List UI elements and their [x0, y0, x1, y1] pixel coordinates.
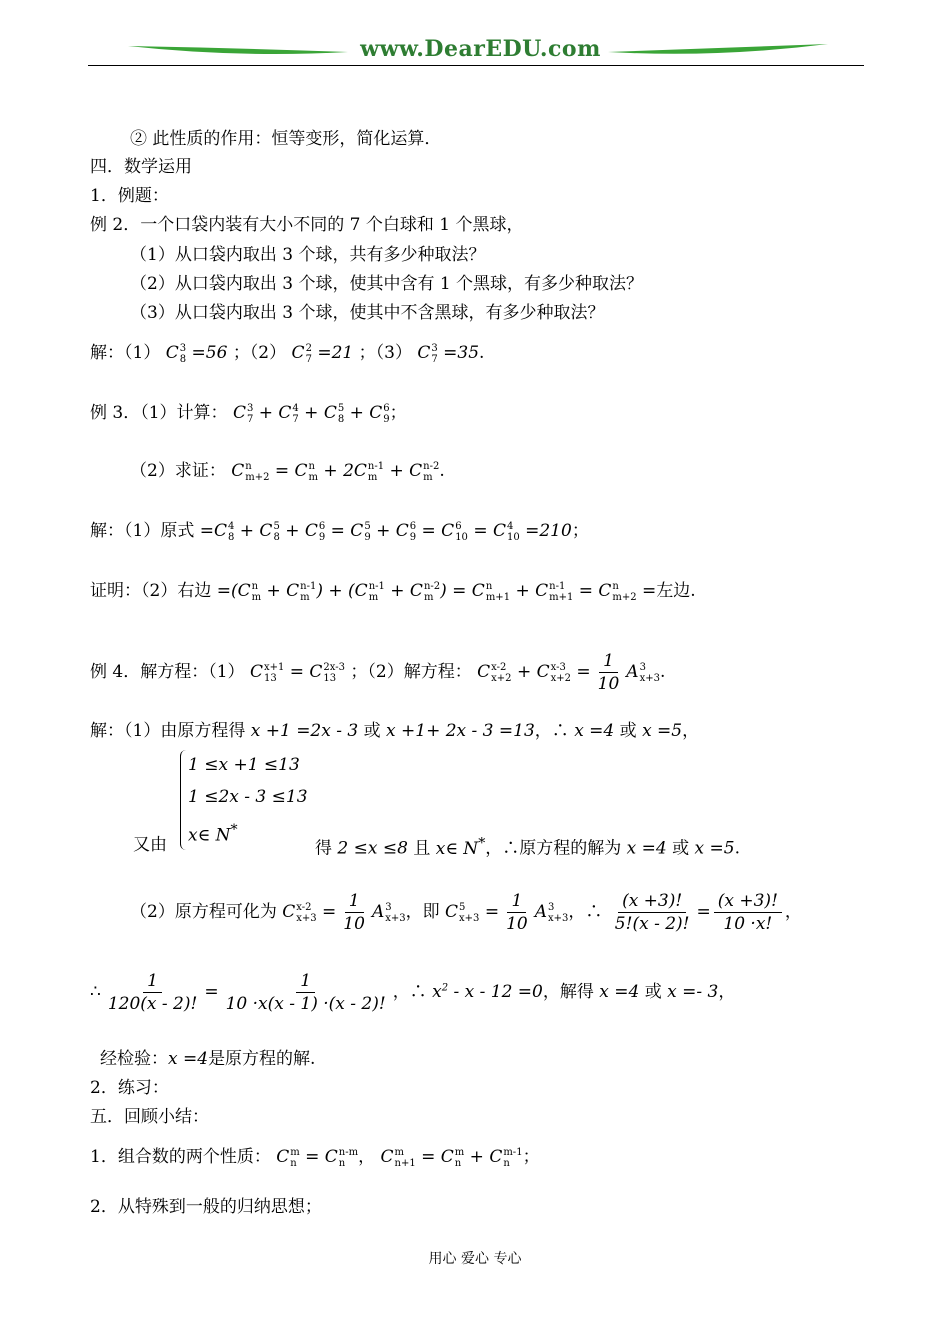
summary-line: 2．从特殊到一般的归纳思想； [90, 1197, 322, 1217]
text-line: ② 此性质的作用：恒等变形，简化运算． [130, 129, 442, 149]
inequality: 1 ≤2x - 3 ≤13 [188, 787, 308, 807]
text-span: 1．组合数的两个性质： [90, 1147, 271, 1167]
formula: x =- 3 [667, 982, 719, 1002]
text-span: ；（2） [232, 343, 287, 363]
solution-line: 解：（1）由原方程得 x +1 =2x - 3 或 x +1+ 2x - 3 =13，∴ x =4 或 x =5， [90, 721, 700, 741]
formula: x =5 [642, 721, 683, 741]
summary-line: 1．组合数的两个性质： C m n = C n-m n ， C m n+1 = C m n + C m-1 n ； [90, 1146, 540, 1169]
left-leaf-decoration [128, 40, 348, 58]
text-span: ，即 [405, 902, 440, 922]
check-line: 经检验：x =4是原方程的解. [100, 1049, 316, 1069]
text-span: 解：（1）由原方程得 [90, 721, 246, 741]
section-heading: 四．数学运用 [90, 157, 192, 177]
text-line: （2）从口袋内取出 3 个球，使其中含有 1 个黑球，有多少种取法？ [130, 274, 644, 294]
text-span: ；（3） [358, 343, 412, 363]
header-rule [88, 65, 864, 66]
text-span: 或 [363, 721, 381, 741]
text-span: 例 3．（1）计算： [90, 403, 228, 423]
text-span: 解：（1） [90, 343, 161, 363]
text-span: ，解得 [542, 982, 594, 1002]
text-span: 例 4．解方程：（1） [90, 662, 245, 682]
text-span: ，∴ [534, 721, 569, 741]
subsection-heading: 2．练习： [90, 1078, 169, 1098]
proof-line [90, 578, 696, 604]
formula: x +1 =2x - 3 [250, 721, 359, 741]
formula: C m n+1 = C m n + C m-1 n [380, 1146, 523, 1169]
site-brand[interactable]: www.DearEDU.com [360, 36, 601, 62]
text-span: 是原方程的解. [208, 1049, 316, 1069]
formula: $x^2 - x - 12 =0$ [432, 982, 543, 1002]
text-span: 且 [413, 838, 431, 859]
formula: x =4 [626, 838, 667, 859]
formula: x =4 [168, 1049, 209, 1069]
solution-line: 解：（1）原式 =C 4 8 + C 5 8 + C 6 9 = C 5 9 + C 6 9 = C 6 10 = C 4 10 =210； [90, 520, 589, 543]
inequality: x∈ N* [188, 822, 238, 846]
text-span: （2）求证： [130, 461, 226, 481]
formula: C n m+2 = C n m + 2C n-1 m + C n-2 m [231, 460, 440, 483]
text-span: 或 [644, 982, 662, 1002]
text-line: （1）从口袋内取出 3 个球，共有多少种取法？ [130, 245, 486, 265]
text-span: 证明：（2）右边 [90, 581, 212, 601]
text-line: （3）从口袋内取出 3 个球，使其中不含黑球，有多少种取法？ [130, 303, 605, 323]
formula: $\frac{(x +3)!}{5!(x - 2)!}$ = $\frac{(x +3)!}{10 \cdot x!}$ [608, 902, 785, 922]
text-span: ；（2）解方程： [350, 662, 472, 682]
text-span: 得 [315, 838, 332, 859]
formula: 2 ≤x ≤8 [337, 838, 408, 859]
text-span: 又由 [133, 835, 167, 855]
formula: C x-2 x+3 = $\frac{1}{10}$ A 3 x+3 [282, 891, 406, 934]
formula: C 3 7 =35 [417, 342, 480, 365]
formula: C 3 7 + C 4 7 + C 5 8 + C 6 9 [232, 402, 390, 425]
example-line: 例 4．解方程：（1） C x+1 13 = C 2x-3 13 ；（2）解方程： C x-2 x+2 + C x-3 x+2 = $\frac{1}{10}$ A 3 x+3 . [90, 651, 666, 694]
subsection-heading: 1．例题： [90, 186, 169, 206]
solution-line: 解：（1） C 3 8 =56 ；（2） C 2 7 =21 ；（3） C 3 7 =35. [90, 342, 485, 365]
page-footer: 用心 爱心 专心 [428, 1251, 522, 1267]
text-span: 解：（1）原式 [90, 521, 195, 541]
formula: x =4 [599, 982, 640, 1002]
solution-line: ∴ $\frac{1}{120(x - 2)!}$ = $\frac{1}{10 \cdot x(x - 1) \cdot(x - 2)!}$ ，∴ $x^2 - x - 12 =0$，解得 x =4 或 x =- 3， [90, 971, 736, 1014]
solution-line: （2）原方程可化为 C x-2 x+3 = $\frac{1}{10}$ A 3 x+3 ，即 C 5 x+3 = $\frac{1}{10}$ A 3 x+3 ，∴ $\frac{(x +3)!}{5!(x - 2)!}$ = $\frac{(x +3)!}{10 \cdot x!}$ ， [130, 891, 802, 934]
formula: x +1+ 2x - 3 =13 [386, 721, 535, 741]
solution-line: 得 2 ≤x ≤8 且 x∈ N*，∴原方程的解为 x =4 或 x =5. [315, 835, 741, 859]
example-line: （2）求证： C n m+2 = C n m + 2C n-1 m + C n-2 m . [130, 460, 445, 483]
formula: C x-2 x+2 + C x-3 x+2 = $\frac{1}{10}$ A 3 x+3 [477, 651, 660, 694]
text-span: ，∴原方程的解为 [485, 838, 622, 859]
formula: x =5 [694, 838, 735, 859]
text-line: 例 2．一个口袋内装有大小不同的 7 个白球和 1 个黑球， [90, 215, 524, 235]
page-header [88, 32, 864, 72]
formula: C 3 8 =56 [165, 342, 228, 365]
text-span: （2）原方程可化为 [130, 902, 277, 922]
formula: C m n = C n-m n [276, 1146, 359, 1169]
formula: x∈ N* [435, 835, 486, 859]
inequality: 1 ≤x +1 ≤13 [188, 755, 300, 775]
formula: $\frac{1}{120(x - 2)!}$ = $\frac{1}{10 \cdot x(x - 1) \cdot(x - 2)!}$ [107, 971, 386, 1014]
section-heading: 五．回顾小结： [90, 1107, 209, 1127]
text-span: 左边. [656, 581, 696, 601]
formula: =C 4 8 + C 5 8 + C 6 9 = C 5 9 + C 6 9 = C 6 10 = C 4 10 =210 [199, 520, 572, 543]
right-leaf-decoration [608, 40, 828, 58]
formula: C x+1 13 = C 2x-3 13 [249, 661, 345, 684]
text-span: 或 [619, 721, 637, 741]
formula: C 5 x+3 = $\frac{1}{10}$ A 3 x+3 [445, 891, 569, 934]
text-span: 或 [672, 838, 690, 859]
example-line: 例 3．（1）计算： C 3 7 + C 4 7 + C 5 8 + C 6 9 ； [90, 402, 407, 425]
formula: C 2 7 =21 [291, 342, 354, 365]
formula: x =4 [574, 721, 615, 741]
formula: =(C n m + C n-1 m ) + (C n-1 m + C n-2 m ) = C n m+1 + C n-1 m+1 = C n m+2 = [216, 580, 657, 603]
